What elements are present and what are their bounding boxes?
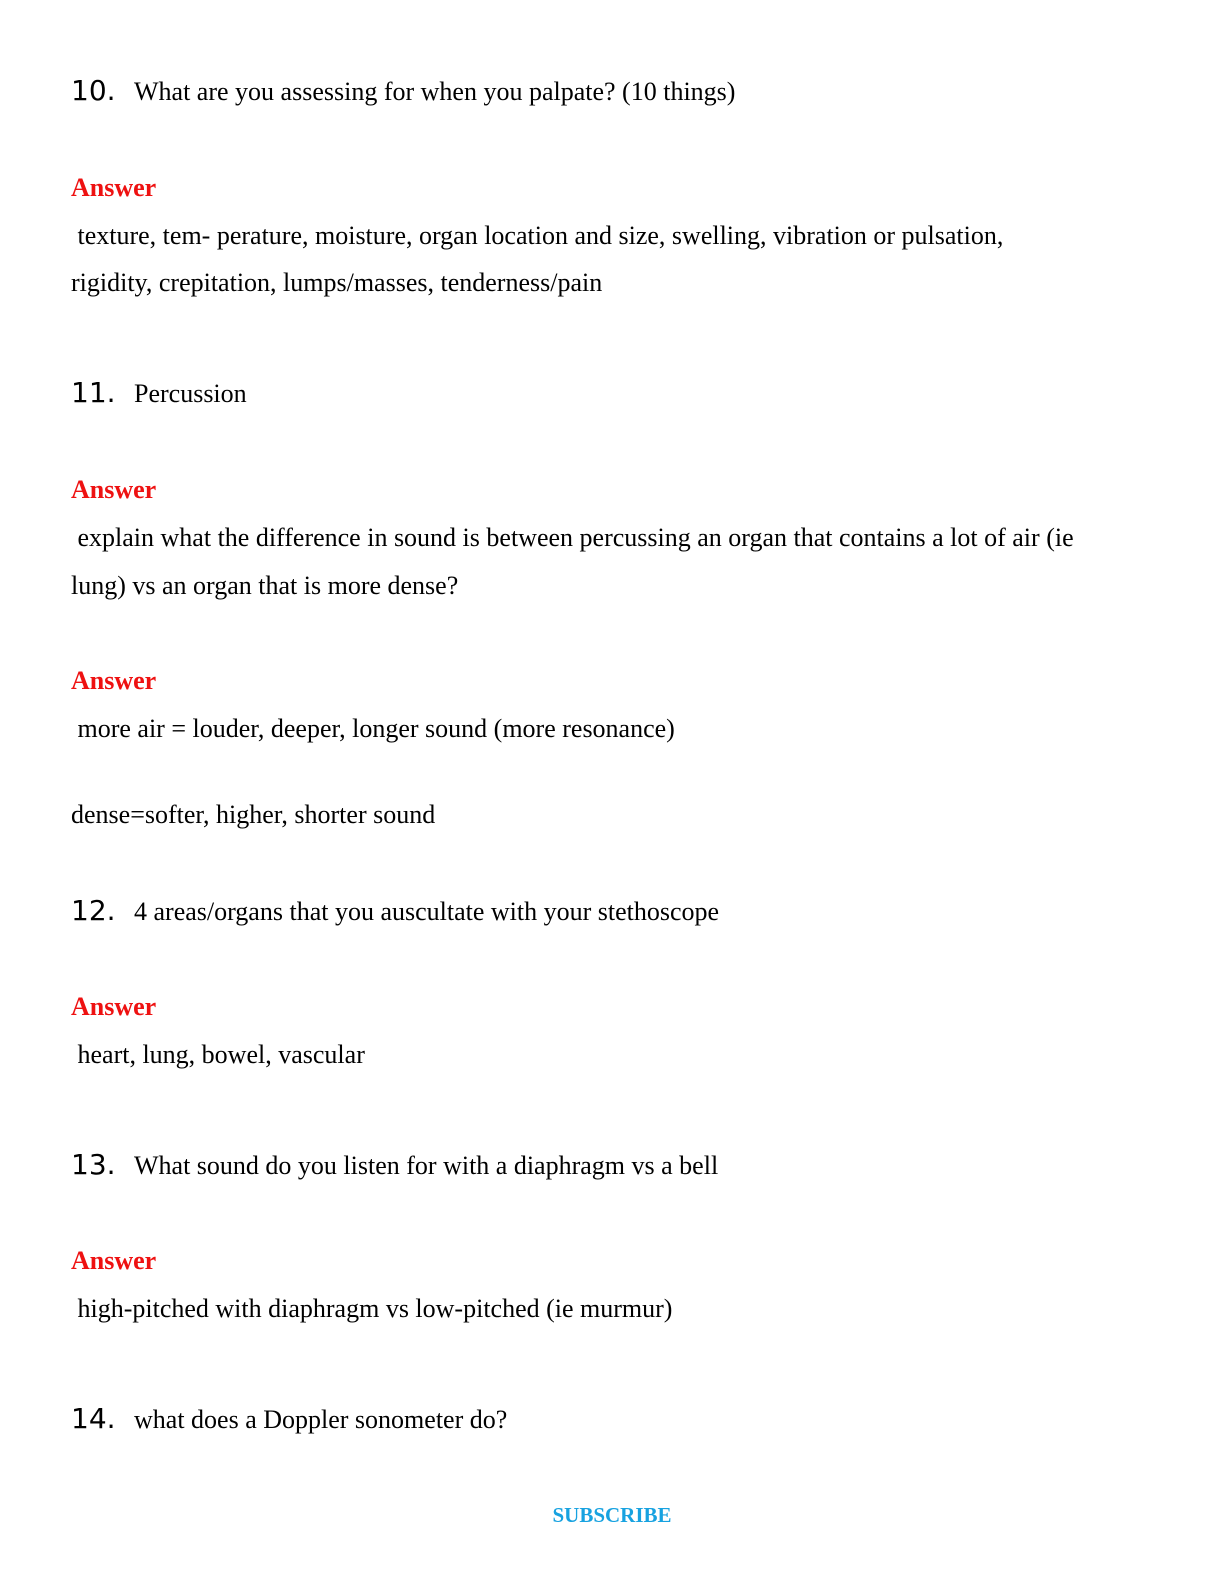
question-number: 11. <box>71 376 116 409</box>
answer-text: heart, lung, bowel, vascular <box>71 1040 365 1069</box>
subscribe-link[interactable]: SUBSCRIBE <box>552 1503 672 1527</box>
answer-text: high-pitched with diaphragm vs low-pitched (ie murmur) <box>71 1294 673 1323</box>
question-number: 10. <box>71 74 116 107</box>
question-number: 13. <box>71 1148 116 1181</box>
question-text: What sound do you listen for with a diaphragm vs a bell <box>134 1151 719 1180</box>
answer-label: Answer <box>71 1246 157 1275</box>
answer-label: Answer <box>71 475 157 504</box>
answer-text: explain what the difference in sound is between percussing an organ that contains a lot of air (ie <box>71 523 1074 552</box>
answer-label: Answer <box>71 173 157 202</box>
question-number: 12. <box>71 894 116 927</box>
answer-text: rigidity, crepitation, lumps/masses, tenderness/pain <box>71 268 603 297</box>
answer-text: dense=softer, higher, shorter sound <box>71 800 436 829</box>
answer-text: lung) vs an organ that is more dense? <box>71 571 459 600</box>
answer-text: more air = louder, deeper, longer sound (more resonance) <box>71 714 675 743</box>
answer-text: texture, tem- perature, moisture, organ location and size, swelling, vibration or pulsation, <box>71 221 1004 250</box>
question-text: What are you assessing for when you palpate? (10 things) <box>134 77 736 106</box>
answer-label: Answer <box>71 666 157 695</box>
question-text: 4 areas/organs that you auscultate with your stethoscope <box>134 897 720 926</box>
question-number: 14. <box>71 1402 116 1435</box>
question-text: what does a Doppler sonometer do? <box>134 1405 508 1434</box>
answer-label: Answer <box>71 992 157 1021</box>
question-text: Percussion <box>134 379 247 408</box>
